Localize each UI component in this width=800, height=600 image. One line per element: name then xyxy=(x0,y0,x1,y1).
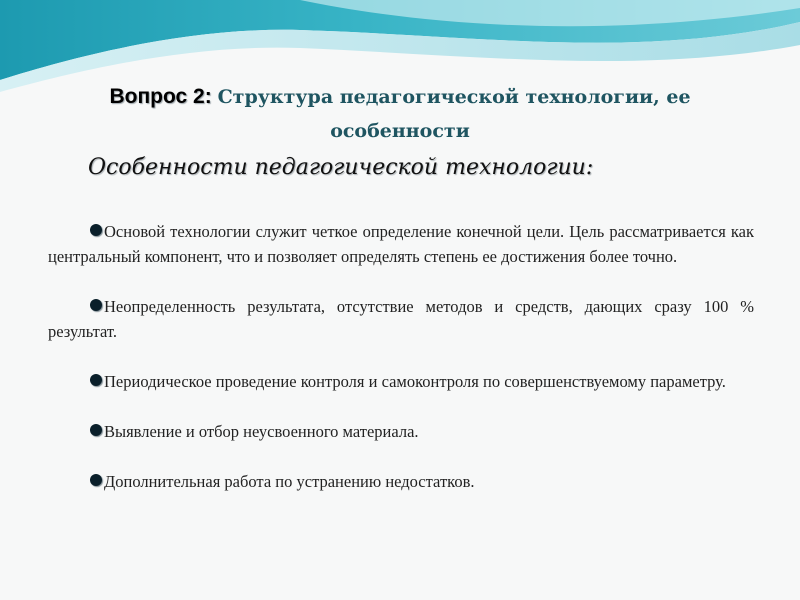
list-item xyxy=(48,219,754,269)
slide-subtitle: Особенности педагогической технологии: xyxy=(88,155,594,180)
list-item-text: Основой технологии служит четкое определение конечной цели. Цель рассматривается как центральный компонент, что и позволяет определять степень ее достижения более точно. xyxy=(48,222,754,266)
title-topic: Структура педагогической технологии, ее особенности xyxy=(217,86,691,142)
bullet-icon xyxy=(90,224,102,236)
slide-title xyxy=(40,80,760,148)
list-item xyxy=(48,469,754,494)
list-item-text: Периодическое проведение контроля и самоконтроля по совершенствуемому параметру. xyxy=(104,372,726,391)
list-item xyxy=(48,369,754,394)
bullet-list xyxy=(48,219,754,494)
bullet-icon xyxy=(90,374,102,386)
bullet-icon xyxy=(90,474,102,486)
list-item-text: Неопределенность результата, отсутствие методов и средств, дающих сразу 100 % результат. xyxy=(48,297,754,341)
list-item xyxy=(48,419,754,444)
bullet-icon xyxy=(90,424,102,436)
list-item xyxy=(48,294,754,344)
title-question: Вопрос 2: xyxy=(109,85,212,108)
bullet-icon xyxy=(90,299,102,311)
list-item-text: Выявление и отбор неусвоенного материала. xyxy=(104,422,419,441)
list-item-text: Дополнительная работа по устранению недостатков. xyxy=(104,472,475,491)
